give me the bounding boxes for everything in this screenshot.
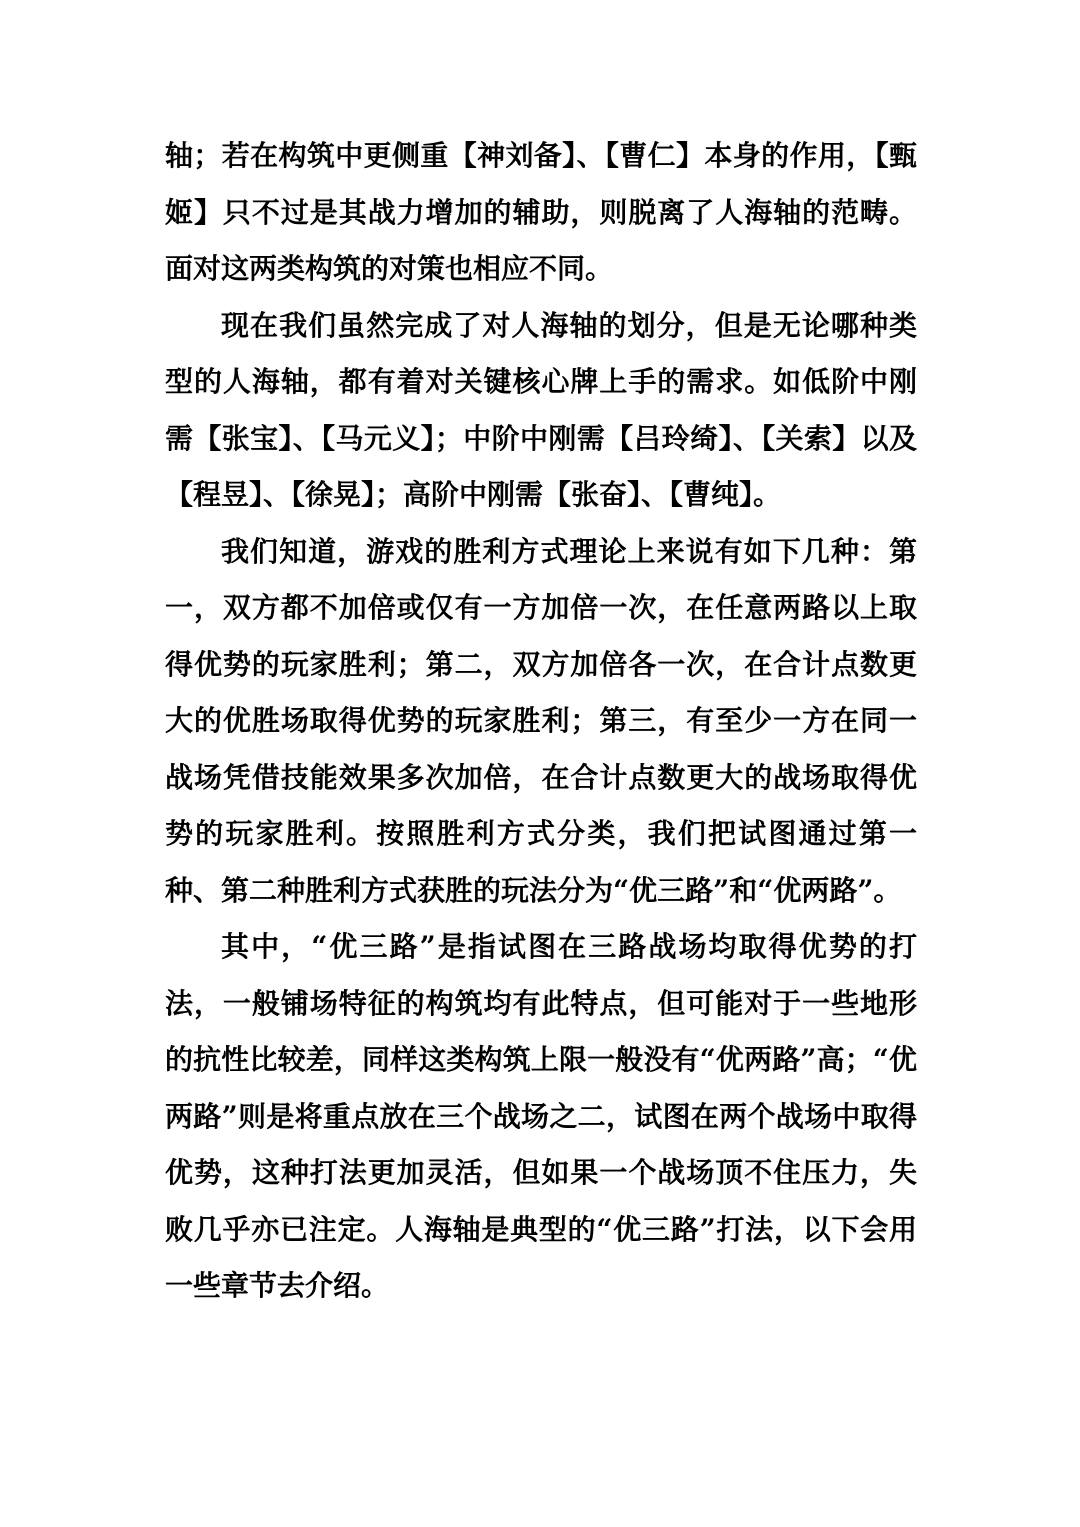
paragraph-4: 其中，“优三路”是指试图在三路战场均取得优势的打法，一般铺场特征的构筑均有此特点，但可能对于一些地形的抗性比较差，同样这类构筑上限一般没有“优两路”高；“优两路”则是将重点放在三个战场之二，试图在两个战场中取得优势，这种打法更加灵活，但如果一个战场顶不住压力，失败几乎亦已注定。人海轴是典型的“优三路”打法，以下会用一些章节去介绍。 <box>165 930 917 1302</box>
paragraph-1: 轴；若在构筑中更侧重【神刘备】、【曹仁】本身的作用，【甄姬】只不过是其战力增加的辅助，则脱离了人海轴的范畴。面对这两类构筑的对策也相应不同。 <box>165 139 917 285</box>
body-text <box>165 128 917 1315</box>
paragraph-2: 现在我们虽然完成了对人海轴的划分，但是无论哪种类型的人海轴，都有着对关键核心牌上手的需求。如低阶中刚需【张宝】、【马元义】；中阶中刚需【吕玲绮】、【关索】以及【程昱】、【徐晃】；高阶中刚需【张奋】、【曹纯】。 <box>165 308 917 511</box>
paragraph-3: 我们知道，游戏的胜利方式理论上来说有如下几种：第一，双方都不加倍或仅有一方加倍一次，在任意两路以上取得优势的玩家胜利；第二，双方加倍各一次，在合计点数更大的优胜场取得优势的玩家胜利；第三，有至少一方在同一战场凭借技能效果多次加倍，在合计点数更大的战场取得优势的玩家胜利。按照胜利方式分类，我们把试图通过第一种、第二种胜利方式获胜的玩法分为“优三路”和“优两路”。 <box>165 534 917 907</box>
